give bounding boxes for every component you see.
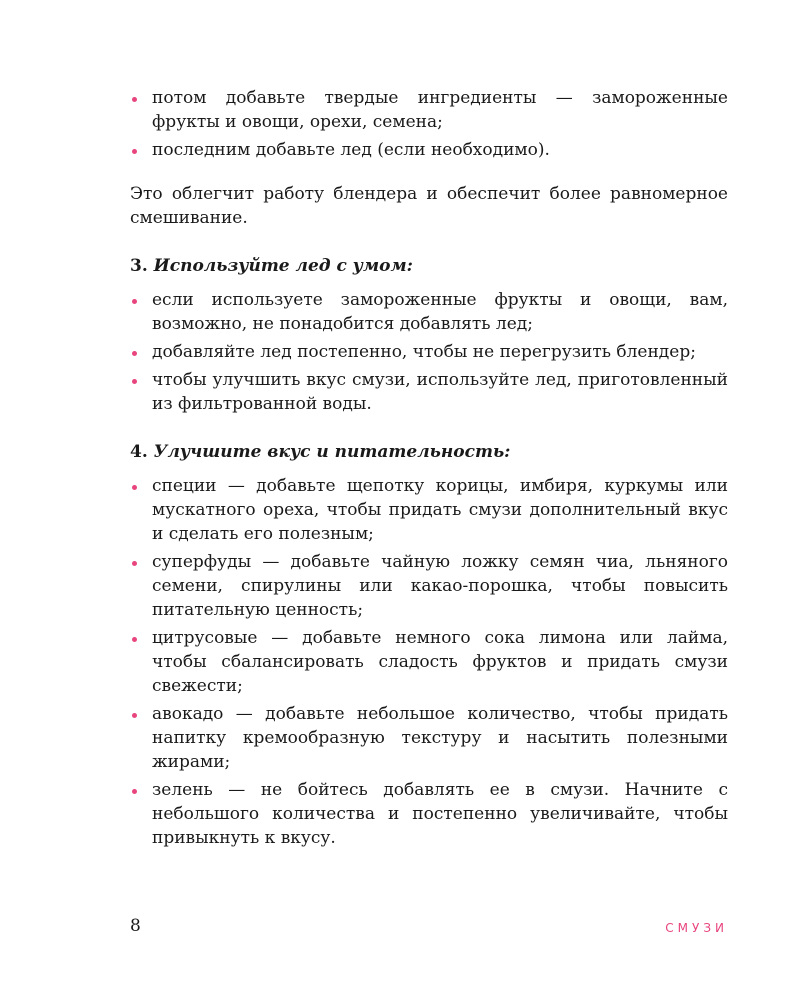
- section-4-list: [130, 474, 728, 850]
- list-item: зелень — не бойтесь добавлять ее в смузи. Начните с небольшого количества и постепенно увеличивайте, чтобы привыкнуть к вкусу.: [130, 778, 728, 850]
- top-list: [130, 86, 728, 162]
- list-item: специи — добавьте щепотку корицы, имбиря, куркумы или мускатного ореха, чтобы придать смузи дополнительный вкус и сделать его полезным;: [130, 474, 728, 546]
- page-body: [130, 86, 728, 854]
- list-item: цитрусовые — добавьте немного сока лимона или лайма, чтобы сбалансировать сладость фруктов и придать смузи свежести;: [130, 626, 728, 698]
- running-title: СМУЗИ: [665, 921, 728, 935]
- page-number: 8: [130, 916, 141, 936]
- list-item: авокадо — добавьте небольшое количество, чтобы придать напитку кремообразную текстуру и насытить полезными жирами;: [130, 702, 728, 774]
- list-item: потом добавьте твердые ингредиенты — замороженные фрукты и овощи, орехи, семена;: [130, 86, 728, 134]
- section-3-heading: [130, 254, 728, 278]
- section-4-heading: [130, 440, 728, 464]
- list-item: последним добавьте лед (если необходимо).: [130, 138, 728, 162]
- list-item: добавляйте лед постепенно, чтобы не перегрузить блендер;: [130, 340, 728, 364]
- section-3-number: 3.: [130, 256, 148, 276]
- list-item: суперфуды — добавьте чайную ложку семян чиа, льняного семени, спирулины или какао-порошка, чтобы повысить питательную ценность;: [130, 550, 728, 622]
- list-item: чтобы улучшить вкус смузи, используйте лед, приготовленный из фильтрованной воды.: [130, 368, 728, 416]
- section-4-title: Улучшите вкус и питательность:: [153, 442, 511, 462]
- list-item: если используете замороженные фрукты и овощи, вам, возможно, не понадобится добавлять лед;: [130, 288, 728, 336]
- section-3-title: Используйте лед с умом:: [153, 256, 413, 276]
- body-paragraph: Это облегчит работу блендера и обеспечит более равномерное смешивание.: [130, 184, 728, 228]
- section-4-number: 4.: [130, 442, 148, 462]
- section-3-list: [130, 288, 728, 416]
